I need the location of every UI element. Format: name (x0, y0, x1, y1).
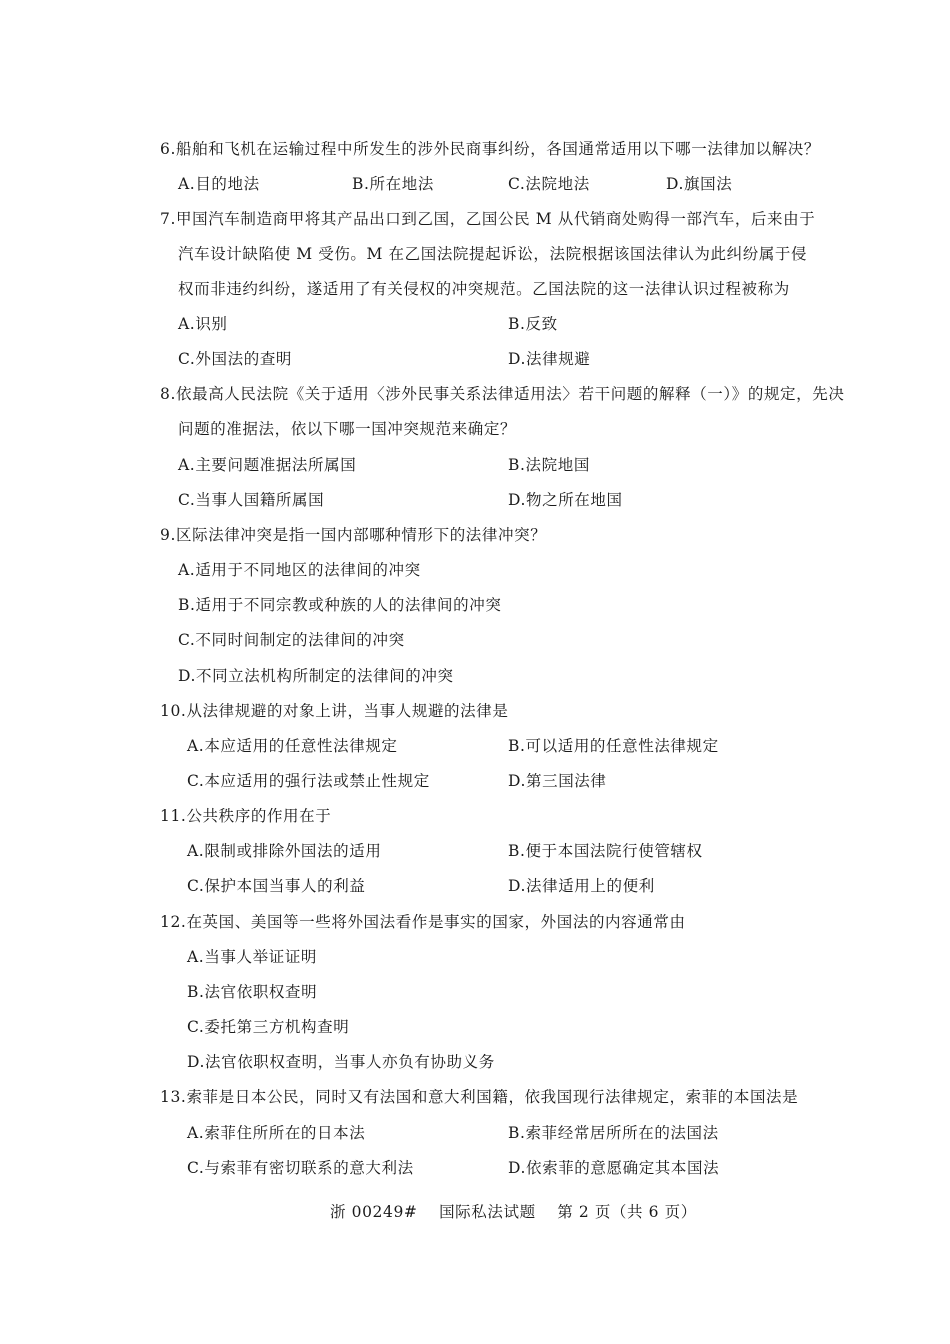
page-footer (330, 1200, 713, 1222)
exam-code: 浙 00249# (330, 1203, 418, 1221)
question-7-stem-line-3: 权而非违约纠纷，遂适用了有关侵权的冲突规范。乙国法院的这一法律认识过程被称为 (178, 280, 790, 298)
question-6-option-c: C.法院地法 (508, 175, 590, 193)
question-13-stem: 13.索菲是日本公民，同时又有法国和意大利国籍，依我国现行法律规定，索菲的本国法是 (160, 1088, 799, 1106)
question-9-stem: 9.区际法律冲突是指一国内部哪种情形下的法律冲突？ (160, 526, 547, 544)
exam-subject: 国际私法试题 (439, 1203, 536, 1221)
question-6-option-a: A.目的地法 (178, 175, 260, 193)
question-11-option-d: D.法律适用上的便利 (508, 877, 655, 895)
question-9-option-d: D.不同立法机构所制定的法律间的冲突 (178, 667, 454, 685)
question-8-stem-line-2: 问题的准据法，依以下哪一国冲突规范来确定？ (178, 420, 517, 438)
question-10-stem: 10.从法律规避的对象上讲，当事人规避的法律是 (160, 702, 509, 720)
question-12-option-b: B.法官依职权查明 (187, 983, 318, 1001)
question-10-option-d: D.第三国法律 (508, 772, 607, 790)
question-9-option-b: B.适用于不同宗教或种族的人的法律间的冲突 (178, 596, 502, 614)
question-9-option-c: C.不同时间制定的法律间的冲突 (178, 631, 405, 649)
question-6-stem: 6.船舶和飞机在运输过程中所发生的涉外民商事纠纷，各国通常适用以下哪一法律加以解决？ (160, 140, 820, 158)
question-6-option-d: D.旗国法 (666, 175, 733, 193)
question-7-option-a: A.识别 (178, 315, 228, 333)
question-6-option-b: B.所在地法 (352, 175, 434, 193)
question-11-option-b: B.便于本国法院行使管辖权 (508, 842, 703, 860)
question-7-option-b: B.反致 (508, 315, 558, 333)
question-10-option-a: A.本应适用的任意性法律规定 (187, 737, 398, 755)
question-8-option-d: D.物之所在地国 (508, 491, 623, 509)
question-7-option-d: D.法律规避 (508, 350, 591, 368)
question-12-option-c: C.委托第三方机构查明 (187, 1018, 350, 1036)
question-8-option-c: C.当事人国籍所属国 (178, 491, 325, 509)
question-10-option-c: C.本应适用的强行法或禁止性规定 (187, 772, 430, 790)
question-7-stem-line-2: 汽车设计缺陷使 M 受伤。M 在乙国法院提起诉讼，法院根据该国法律认为此纠纷属于侵 (178, 245, 808, 263)
question-13-option-a: A.索菲住所所在的日本法 (187, 1124, 366, 1142)
question-12-stem: 12.在英国、美国等一些将外国法看作是事实的国家，外国法的内容通常由 (160, 913, 686, 931)
question-13-option-b: B.索菲经常居所所在的法国法 (508, 1124, 719, 1142)
question-10-option-b: B.可以适用的任意性法律规定 (508, 737, 719, 755)
question-7-option-c: C.外国法的查明 (178, 350, 293, 368)
question-13-option-d: D.依索菲的意愿确定其本国法 (508, 1159, 720, 1177)
question-7-stem-line-1: 7.甲国汽车制造商甲将其产品出口到乙国，乙国公民 M 从代销商处购得一部汽车，后来由于 (160, 210, 816, 228)
question-8-stem-line-1: 8.依最高人民法院《关于适用〈涉外民事关系法律适用法〉若干问题的解释（一）》的规定，先决 (160, 385, 845, 403)
question-8-option-b: B.法院地国 (508, 456, 590, 474)
question-12-option-d: D.法官依职权查明，当事人亦负有协助义务 (187, 1053, 495, 1071)
page-number: 第 2 页（共 6 页） (557, 1203, 697, 1221)
question-11-option-c: C.保护本国当事人的利益 (187, 877, 366, 895)
question-11-option-a: A.限制或排除外国法的适用 (187, 842, 382, 860)
question-9-option-a: A.适用于不同地区的法律间的冲突 (178, 561, 421, 579)
question-8-option-a: A.主要问题准据法所属国 (178, 456, 357, 474)
question-12-option-a: A.当事人举证证明 (187, 948, 318, 966)
question-11-stem: 11.公共秩序的作用在于 (160, 807, 332, 825)
question-13-option-c: C.与索菲有密切联系的意大利法 (187, 1159, 414, 1177)
